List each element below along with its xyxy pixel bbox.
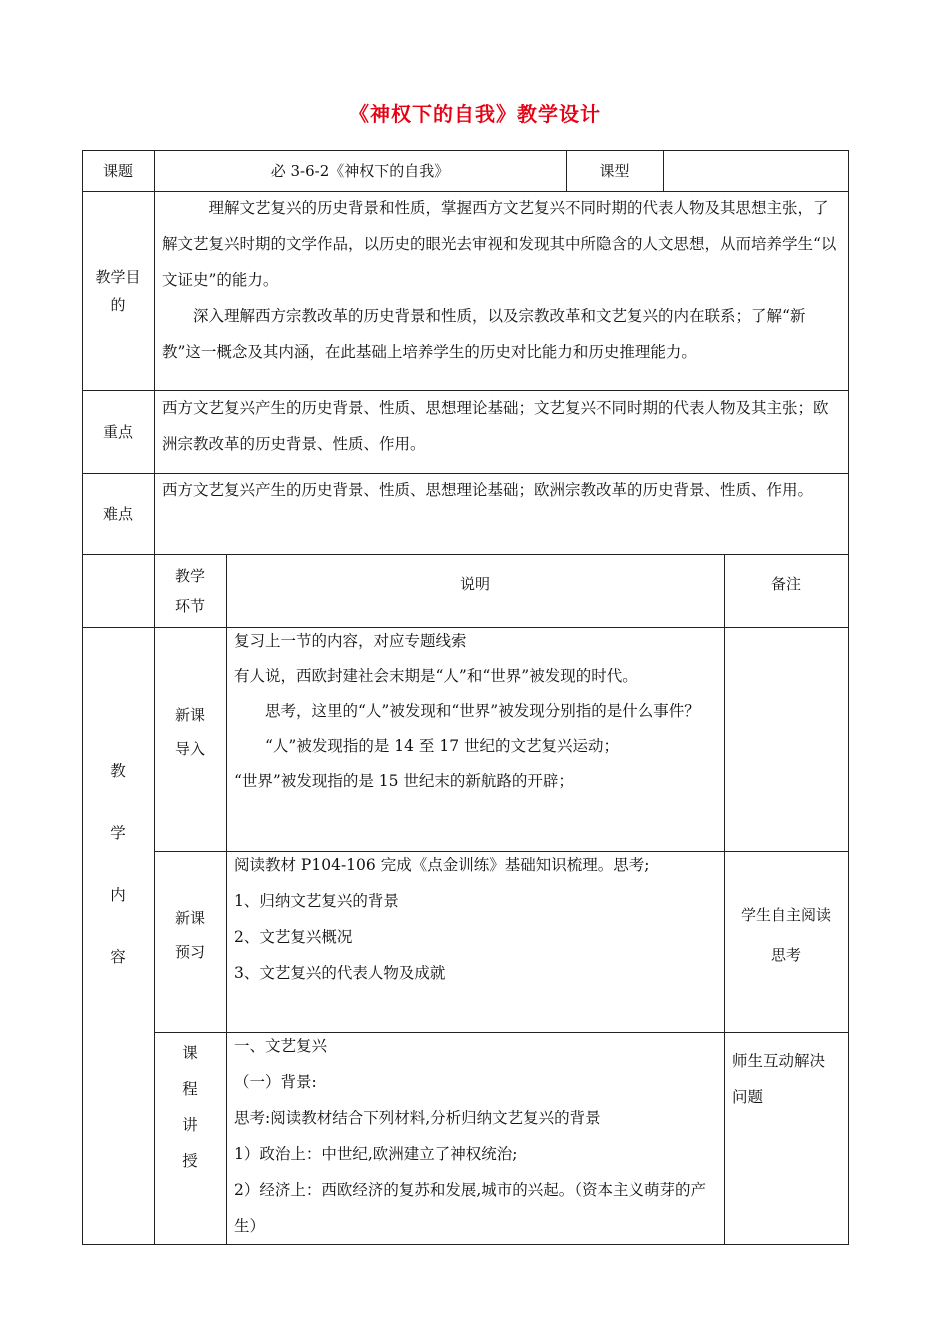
lecture-content	[234, 1028, 718, 1244]
intro-line: 思考，这里的“人”被发现和“世界”被发现分别指的是什么事件？	[265, 702, 700, 720]
intro-line: 有人说，西欧封建社会末期是“人”和“世界”被发现的时代。	[234, 667, 638, 685]
intro-content	[234, 624, 718, 799]
intro-stage-line1: 新课	[174, 706, 205, 724]
lecture-remark-line1: 师生互动解决	[732, 1052, 826, 1070]
key-points-label: 重点	[102, 422, 133, 441]
section-stage-preview	[154, 900, 226, 970]
intro-line: 复习上一节的内容，对应专题线索	[234, 632, 467, 650]
type-value	[663, 150, 848, 191]
stage-header-line2: 环节	[174, 596, 205, 615]
stage-header	[154, 554, 226, 627]
content-label-char: 学	[110, 824, 126, 842]
objectives-content	[162, 190, 842, 370]
lecture-remark-line2: 问题	[732, 1088, 764, 1106]
lecture-stage-char: 课	[182, 1044, 198, 1062]
lesson-plan-table	[82, 150, 849, 1245]
objectives-paragraph-1: 理解文艺复兴的历史背景和性质，掌握西方文艺复兴不同时期的代表人物及其思想主张，了解文艺复兴时期的文学作品，以历史的眼光去审视和发现其中所隐含的人文思想，从而培养学生“以文证史”的能力。	[162, 199, 837, 289]
key-points-text: 西方文艺复兴产生的历史背景、性质、思想理论基础；文艺复兴不同时期的代表人物及其主张；欧洲宗教改革的历史背景、性质、作用。	[162, 399, 829, 453]
difficulties-text: 西方文艺复兴产生的历史背景、性质、思想理论基础；欧洲宗教改革的历史背景、性质、作用。	[162, 481, 814, 499]
section-stage-lecture	[154, 1035, 226, 1179]
objectives-label-line2: 的	[110, 295, 126, 314]
content-label-char: 教	[110, 762, 126, 780]
preview-line: 1、归纳文艺复兴的背景	[234, 892, 399, 910]
preview-content	[234, 847, 718, 991]
section-stage-intro	[154, 697, 226, 767]
preview-remark	[724, 895, 848, 975]
lecture-line: 1）政治上：中世纪,欧洲建立了神权统治;	[234, 1145, 518, 1163]
stage-header-line1: 教学	[174, 566, 205, 585]
difficulties-label: 难点	[102, 504, 133, 523]
lecture-stage-char: 讲	[182, 1116, 198, 1134]
objectives-label	[82, 191, 154, 390]
preview-line: 3、文艺复兴的代表人物及成就	[234, 964, 446, 982]
lecture-line: 2）经济上：西欧经济的复苏和发展,城市的兴起。（资本主义萌芽的产生）	[234, 1181, 707, 1235]
preview-line: 2、文艺复兴概况	[234, 928, 353, 946]
document-title: 《神权下的自我》教学设计	[349, 102, 601, 126]
intro-line: “世界”被发现指的是 15 世纪末的新航路的开辟；	[234, 772, 574, 790]
preview-line: 阅读教材 P104-106 完成《点金训练》基础知识梳理。思考;	[234, 856, 650, 874]
preview-stage-line2: 预习	[174, 943, 205, 961]
objectives-paragraph-2: 深入理解西方宗教改革的历史背景和性质，以及宗教改革和文艺复兴的内在联系；了解“新教”这一概念及其内涵，在此基础上培养学生的历史对比能力和历史推理能力。	[162, 307, 806, 361]
preview-stage-line1: 新课	[174, 909, 205, 927]
lecture-stage-char: 程	[182, 1080, 198, 1098]
lecture-line: （一）背景:	[234, 1073, 317, 1091]
content-label	[82, 740, 154, 988]
topic-label: 课题	[102, 161, 133, 180]
objectives-label-line1: 教学目	[95, 267, 141, 286]
remark-header: 备注	[770, 575, 801, 593]
topic-value: 必 3-6-2《神权下的自我》	[270, 161, 450, 180]
intro-line: “人”被发现指的是 14 至 17 世纪的文艺复兴运动；	[265, 737, 620, 755]
type-label: 课型	[599, 161, 630, 180]
content-label-char: 容	[110, 948, 126, 966]
content-label-char: 内	[110, 886, 126, 904]
preview-remark-line1: 学生自主阅读	[740, 906, 831, 924]
preview-remark-line2: 思考	[770, 946, 801, 964]
lecture-line: 思考:阅读教材结合下列材料,分析归纳文艺复兴的背景	[234, 1109, 601, 1127]
lecture-remark	[732, 1043, 844, 1115]
intro-stage-line2: 导入	[174, 740, 205, 758]
lecture-stage-char: 授	[182, 1152, 198, 1170]
lecture-line: 一、文艺复兴	[234, 1037, 328, 1055]
description-header: 说明	[459, 575, 490, 593]
